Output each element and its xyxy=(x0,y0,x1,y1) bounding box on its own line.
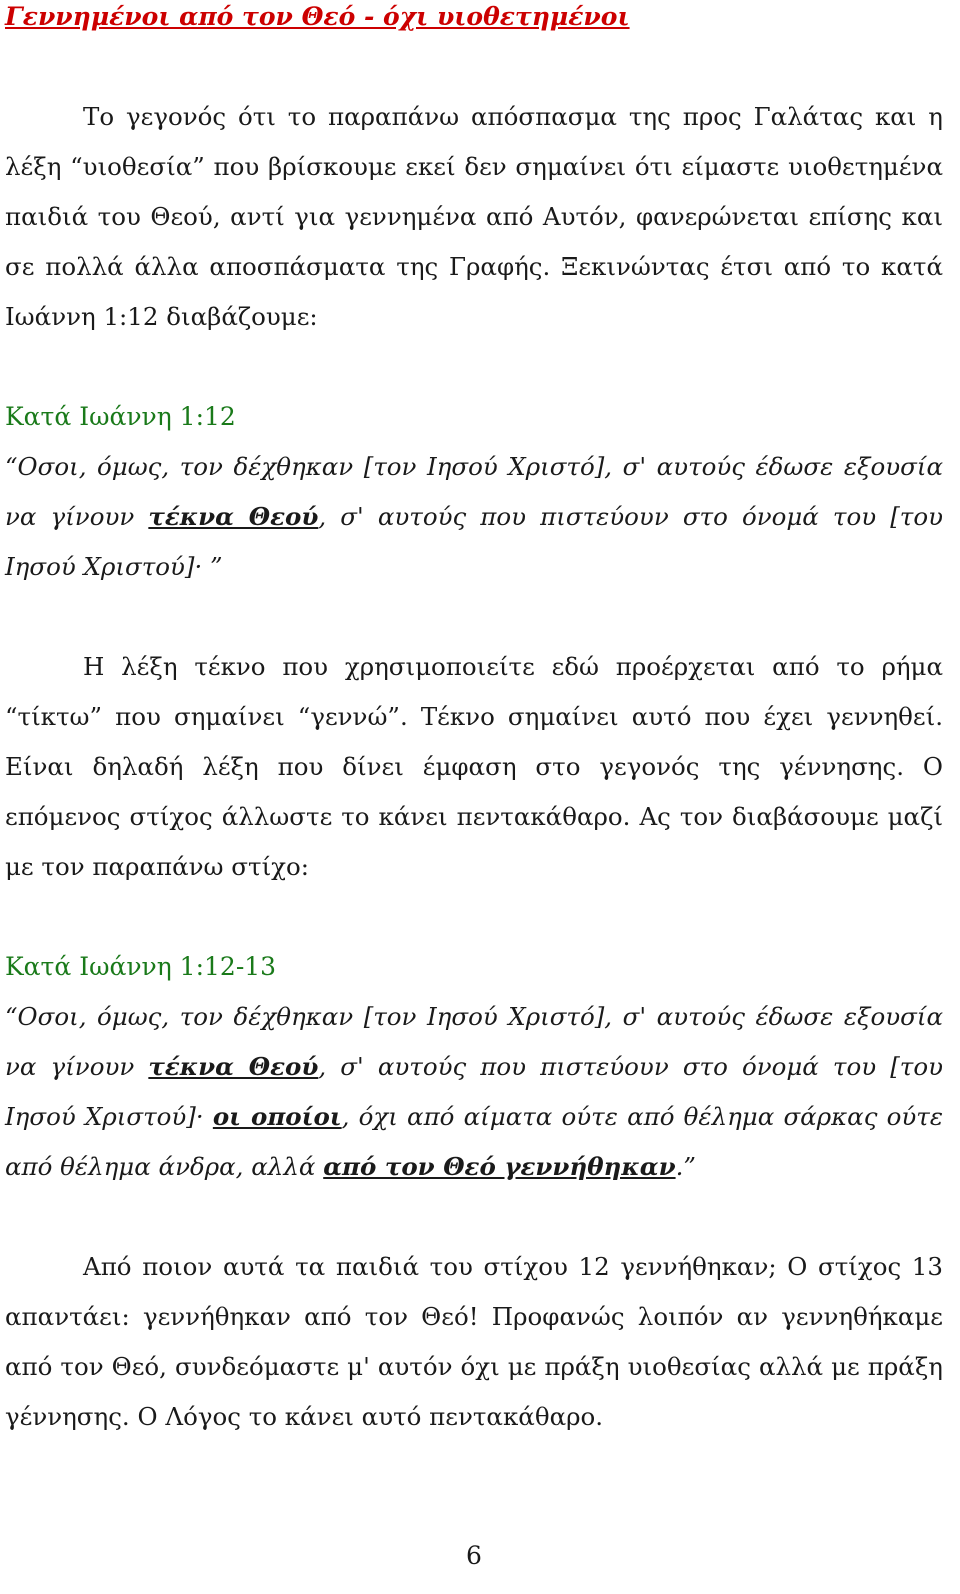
quote-text: , σ' αυτούς που πιστεύουν στο όνομά του [του Ιησού Χριστού]· xyxy=(5,1052,943,1131)
quote-text: “Οσοι, όμως, τον δέχθηκαν [τον Ιησού Χριστό], σ' αυτούς έδωσε εξουσία να γίνουν xyxy=(5,1002,943,1081)
emphasis-text: οι οποίοι xyxy=(212,1102,342,1131)
page-number: 6 xyxy=(466,1541,482,1570)
quote-text: , σ' αυτούς που πιστεύουν στο όνομά του [του Ιησού Χριστού]· ” xyxy=(5,502,943,581)
emphasis-text: τέκνα Θεού xyxy=(148,1052,319,1081)
scripture-quote-2 xyxy=(5,992,943,1192)
scripture-reference-1: Κατά Ιωάννη 1:12 xyxy=(5,402,236,431)
scripture-quote-1 xyxy=(5,442,943,592)
emphasis-text: από τον Θεό γεννήθηκαν xyxy=(323,1152,676,1181)
intro-paragraph: Το γεγονός ότι το παραπάνω απόσπασμα της προς Γαλάτας και η λέξη “υιοθεσία” που βρίσκουμε εκεί δεν σημαίνει ότι είμαστε υιοθετημένα παιδιά του Θεού, αντί για γεννημένα από Αυτόν, φανερώνεται επίσης και σε πολλά άλλα αποσπάσματα της Γραφής. Ξεκινώντας έτσι από το κατά Ιωάννη 1:12 διαβάζουμε: xyxy=(5,102,943,331)
quote-text: “Οσοι, όμως, τον δέχθηκαν [τον Ιησού Χριστό], σ' αυτούς έδωσε εξουσία να γίνουν xyxy=(5,452,943,531)
quote-text: , όχι από αίματα ούτε από θέλημα σάρκας ούτε από θέλημα άνδρα, αλλά xyxy=(5,1102,943,1181)
document-title: Γεννημένοι από τον Θεό - όχι υιοθετημένοι xyxy=(5,2,630,31)
scripture-reference-2: Κατά Ιωάννη 1:12-13 xyxy=(5,952,277,981)
explanation-paragraph: Η λέξη τέκνο που χρησιμοποιείτε εδώ προέρχεται από το ρήμα “τίκτω” που σημαίνει “γεννώ”. Τέκνο σημαίνει αυτό που έχει γεννηθεί. Είναι δηλαδή λέξη που δίνει έμφαση στο γεγονός της γέννησης. Ο επόμενος στίχος άλλωστε το κάνει πεντακάθαρο. Ας τον διαβάσουμε μαζί με τον παραπάνω στίχο: xyxy=(5,652,943,881)
conclusion-paragraph: Από ποιον αυτά τα παιδιά του στίχου 12 γεννήθηκαν; Ο στίχος 13 απαντάει: γεννήθηκαν από τον Θεό! Προφανώς λοιπόν αν γεννηθήκαμε από τον Θεό, συνδεόμαστε μ' αυτόν όχι με πράξη υιοθεσίας αλλά με πράξη γέννησης. Ο Λόγος το κάνει αυτό πεντακάθαρο. xyxy=(5,1252,943,1431)
emphasis-text: τέκνα Θεού xyxy=(148,502,319,531)
quote-text: .” xyxy=(675,1152,696,1181)
